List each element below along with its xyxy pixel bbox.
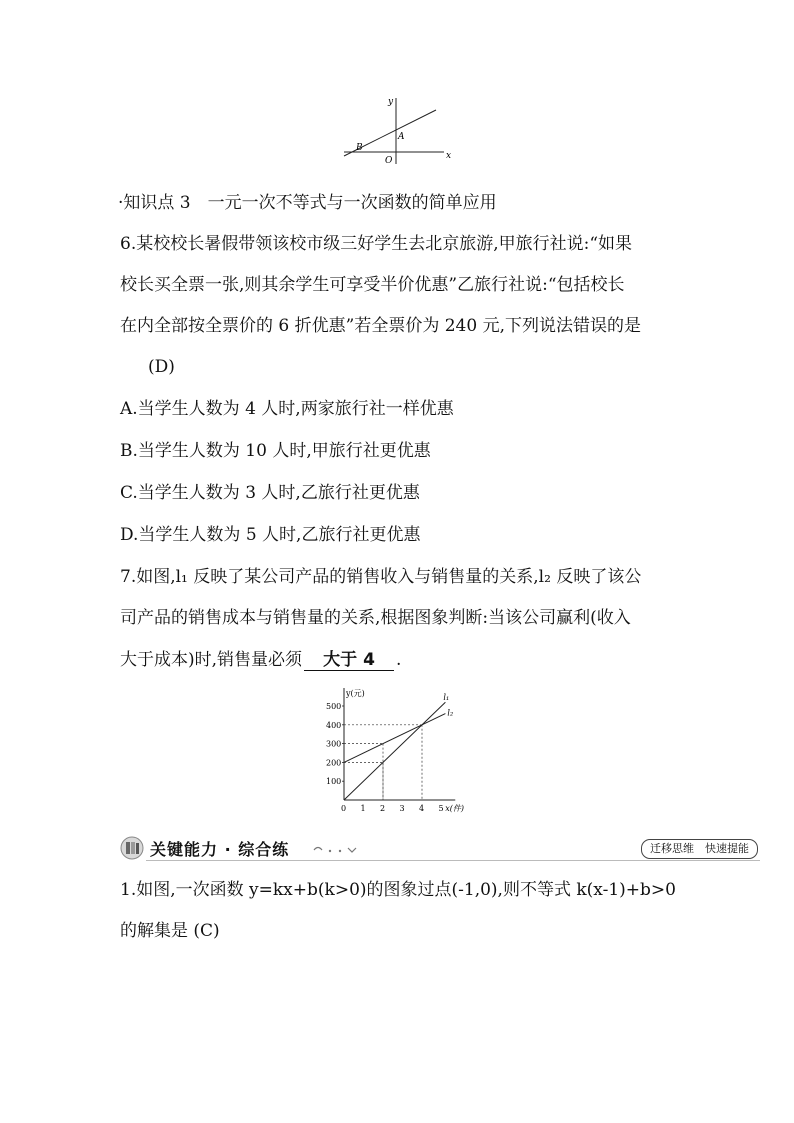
question-6-option-c: C.当学生人数为 3 人时,乙旅行社更优惠 <box>120 483 420 503</box>
question-6-answer: (D) <box>148 357 175 377</box>
banner-underline <box>146 860 760 861</box>
line-graph-figure <box>340 92 460 172</box>
x-tick-label: 4 <box>419 804 425 813</box>
x-tick-label: 3 <box>399 804 405 813</box>
x-axis-label: x <box>446 151 452 161</box>
question-6-option-a: A.当学生人数为 4 人时,两家旅行社一样优惠 <box>120 399 454 419</box>
x-tick-label: 1 <box>360 804 366 813</box>
x-axis-label: x(件) <box>445 804 465 813</box>
section-banner <box>120 834 760 862</box>
y-axis-label: y <box>388 97 394 107</box>
x-tick-label: 0 <box>341 804 347 813</box>
question-6-line-1: 6.某校校长暑假带领该校市级三好学生去北京旅游,甲旅行社说:“如果 <box>120 234 633 254</box>
section-heading: ·知识点 3 一元一次不等式与一次函数的简单应用 <box>118 193 497 213</box>
question-6-option-d: D.当学生人数为 5 人时,乙旅行社更优惠 <box>120 525 421 545</box>
origin-label: O <box>385 156 393 166</box>
banner-tag: 迁移思维 快速提能 <box>641 839 758 859</box>
book-icon <box>120 836 146 860</box>
question-7-line-3 <box>120 650 401 671</box>
question-7-line-2: 司产品的销售成本与销售量的关系,根据图象判断:当该公司赢利(收入 <box>120 608 631 628</box>
series-line-2 <box>344 714 445 763</box>
y-tick-label: 500 <box>326 702 342 711</box>
y-tick-label: 300 <box>326 739 342 749</box>
sales-chart <box>312 686 488 814</box>
question-6-option-b: B.当学生人数为 10 人时,甲旅行社更优惠 <box>120 441 431 461</box>
y-tick-label: 100 <box>326 777 342 787</box>
question-1-line-1: 1.如图,一次函数 y=kx+b(k>0)的图象过点(-1,0),则不等式 k(x-1)+b>0 <box>120 880 676 900</box>
question-1-line-2: 的解集是 (C) <box>120 921 220 941</box>
point-a-label: A <box>398 132 405 142</box>
question-7-suffix: . <box>396 650 402 670</box>
y-axis-label: y(元) <box>346 689 365 698</box>
point-b-label: B <box>356 143 363 153</box>
y-tick-label: 400 <box>326 720 342 730</box>
x-tick-label: 5 <box>438 804 444 813</box>
question-7-prefix: 大于成本)时,销售量必须 <box>120 650 303 670</box>
decorative-dots-icon <box>312 844 360 856</box>
question-7-line-1: 7.如图,l₁ 反映了某公司产品的销售收入与销售量的关系,l₂ 反映了该公 <box>120 567 642 587</box>
y-tick-label: 200 <box>326 758 342 768</box>
series-label-1: l₁ <box>443 693 450 703</box>
series-line-1 <box>344 702 445 800</box>
series-label-2: l₂ <box>447 708 454 718</box>
question-7-answer-blank: 大于 4 <box>304 650 394 671</box>
x-tick-label: 2 <box>380 804 386 813</box>
banner-title: 关键能力 · 综合练 <box>150 840 290 859</box>
question-6-line-2: 校长买全票一张,则其余学生可享受半价优惠”乙旅行社说:“包括校长 <box>120 275 625 295</box>
question-6-line-3: 在内全部按全票价的 6 折优惠”若全票价为 240 元,下列说法错误的是 <box>120 316 641 336</box>
